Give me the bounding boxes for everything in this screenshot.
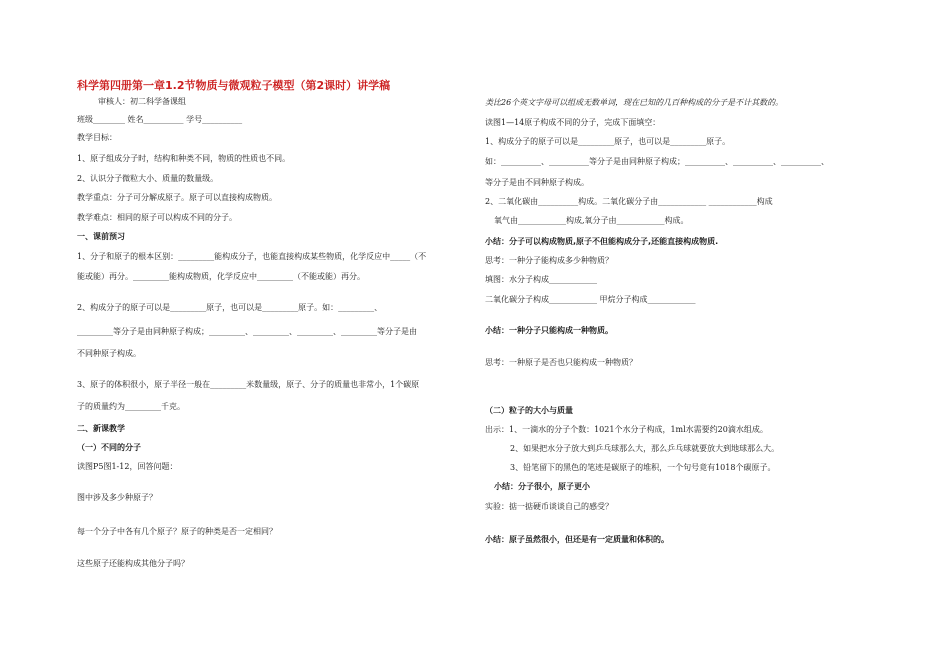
analogy-line: 类比26个英文字母可以组成无数单词，现在已知的几百种构成的分子是不计其数的。: [485, 98, 784, 107]
example-1: 出示：1、一滴水的分子个数：1021个水分子构成，1ml水需要约20滴水组成。: [485, 425, 768, 434]
difficulty: 教学难点：相同的原子可以构成不同的分子。: [77, 213, 237, 222]
read-figure-2: 读图1—14原子构成不同的分子，完成下面填空：: [485, 118, 661, 127]
ask-3: 这些原子还能构成其他分子吗？: [77, 559, 189, 568]
goal-2: 2、认识分子微粒大小、质量的数量级。: [77, 174, 219, 183]
fill-1: 1、构成分子的原子可以是_________原子，也可以是_________原子。: [485, 137, 731, 146]
fill-6: 填图：水分子构成____________: [485, 275, 597, 284]
read-figure: 读图P5图1-12，回答问题：: [77, 462, 178, 471]
ask-2: 每一个分子中各有几个原子？原子的种类是否一定相同？: [77, 527, 277, 536]
summary-2: 小结：一种分子只能构成一种物质。: [485, 326, 613, 335]
summary-4: 小结：原子虽然很小，但还是有一定质量和体积的。: [485, 535, 669, 544]
goal-1: 1、原子组成分子时，结构和种类不同，物质的性质也不同。: [77, 154, 291, 163]
experiment: 实验：掂一掂硬币谈谈自己的感受？: [485, 502, 613, 511]
key-point: 教学重点：分子可分解成原子。原子可以直接构成物质。: [77, 193, 277, 202]
preview-heading: 一、课前预习: [77, 232, 125, 241]
summary-1: 小结：分子可以构成物质,原子不但能构成分子,还能直接构成物质.: [485, 237, 719, 246]
question-2-line-1: 2、构成分子的原子可以是_________原子，也可以是_________原子。如：_________、: [77, 303, 383, 312]
think-2: 思考：一种原子是否也只能构成一种物质？: [485, 358, 637, 367]
reviewer-line: 审核人：初二科学备课组: [98, 97, 186, 106]
fill-4: 2、二氧化碳由__________构成。二氧化碳分子由____________ ____________构成: [485, 197, 773, 206]
goals-heading: 教学目标：: [77, 133, 117, 142]
student-info-line: 班级________ 姓名__________ 学号__________: [77, 115, 243, 124]
fill-7: 二氧化碳分子构成____________ 甲烷分子构成____________: [485, 295, 696, 304]
new-lesson-heading: 二、新课教学: [77, 424, 125, 433]
question-2-line-2: _________等分子是由同种原子构成；_________、_________、_________、_________等分子是由: [77, 327, 417, 336]
page-title: 科学第四册第一章1.2节物质与微观粒子模型（第2课时）讲学稿: [77, 79, 391, 92]
example-2: 2、如果把水分子放大到乒乓球那么大，那么乒乓球就要放大到地球那么大。: [510, 444, 780, 453]
section-2-heading: （二）粒子的大小与质量: [485, 406, 573, 415]
fill-2: 如：__________、__________等分子是由同种原子构成；__________、__________、__________、: [485, 157, 829, 166]
question-2-line-3: 不同种原子构成。: [77, 349, 141, 358]
think-1: 思考：一种分子能构成多少种物质？: [485, 256, 613, 265]
fill-3: 等分子是由不同种原子构成。: [485, 178, 589, 187]
example-3: 3、铅笔留下的黑色的笔迹是碳原子的堆积，一个句号竟有1018个碳原子。: [510, 463, 776, 472]
question-3-line-2: 子的质量约为_________千克。: [77, 402, 185, 411]
summary-3: 小结：分子很小，原子更小: [494, 482, 590, 491]
section-1-heading: （一）不同的分子: [77, 443, 141, 452]
ask-1: 图中涉及多少种原子？: [77, 493, 157, 502]
question-1-line-2: 能或能）再分。_________能构成物质，化学反应中_________（不能或能）再分。: [77, 272, 365, 281]
fill-5: 氧气由____________构成,氧分子由____________构成。: [494, 216, 689, 225]
question-1-line-1: 1、分子和原子的根本区别：_________能构成分子，也能直接构成某些物质，化学反应中_____（不: [77, 252, 427, 261]
question-3-line-1: 3、原子的体积很小，原子半径一般在_________米数量级，原子、分子的质量也非常小，1个碳原: [77, 380, 420, 389]
